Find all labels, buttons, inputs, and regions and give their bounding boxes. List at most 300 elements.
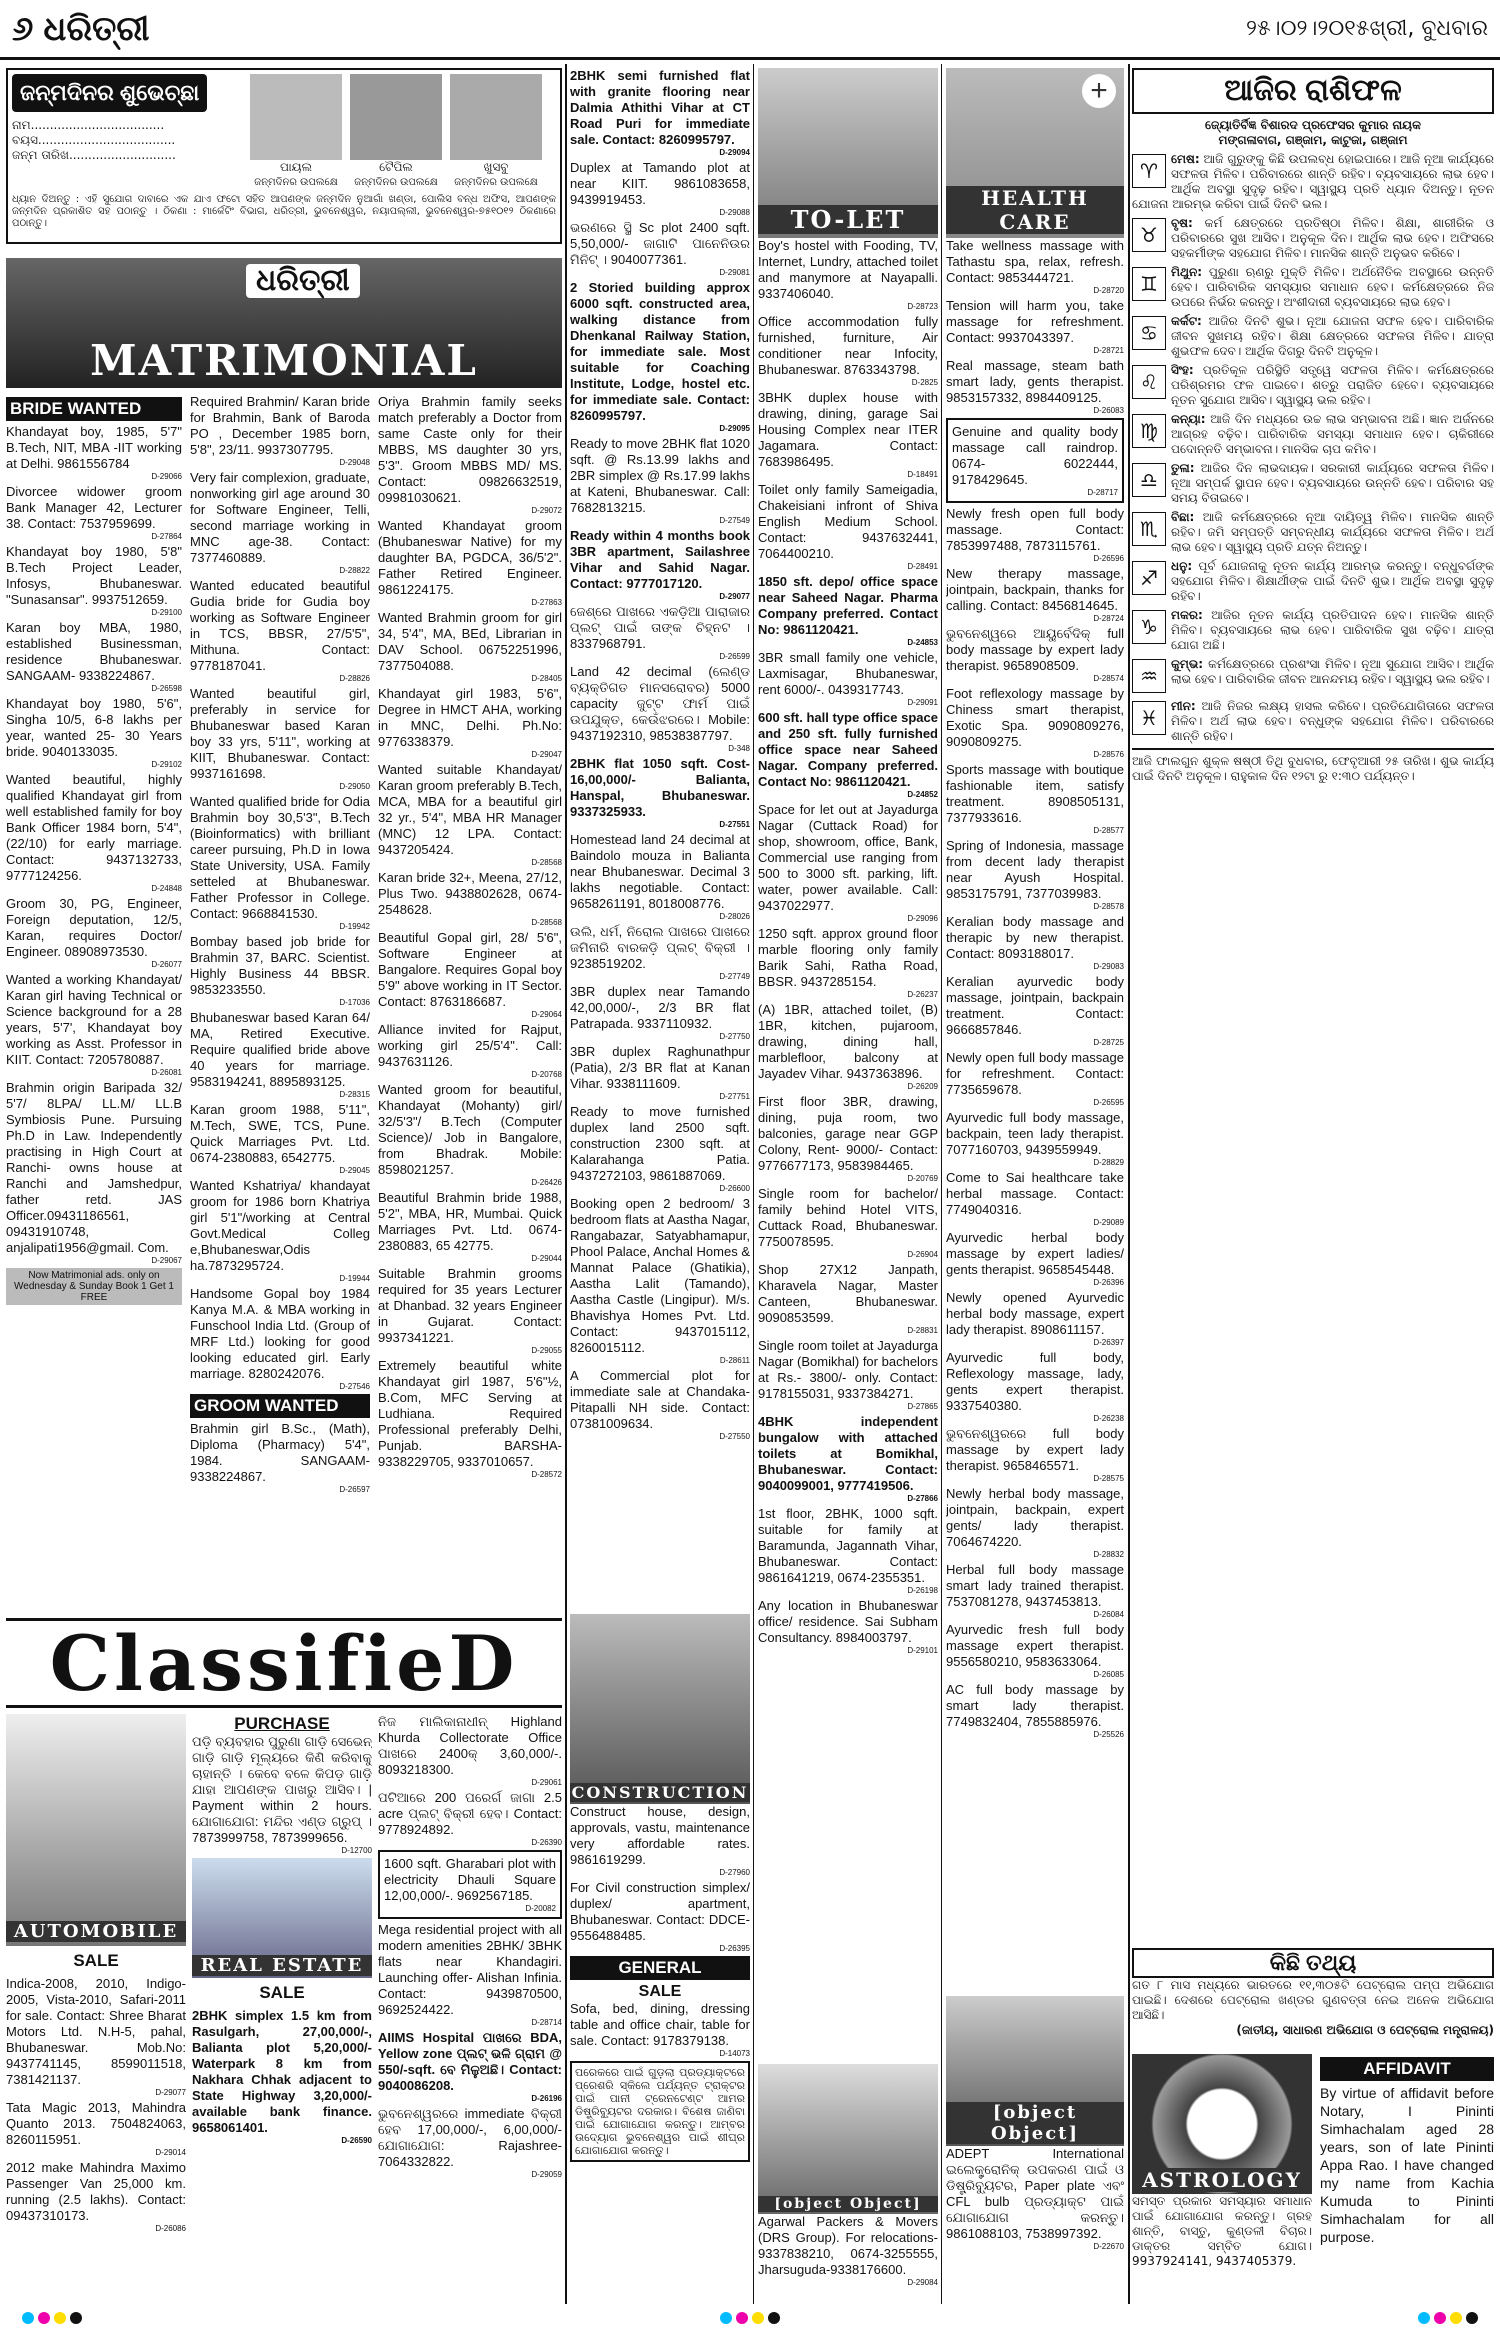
classified-ad bbox=[6, 620, 182, 693]
horoscope-sign bbox=[1132, 657, 1494, 695]
classified-ad bbox=[570, 1368, 750, 1441]
ad-text: First floor 3BR, drawing, dining, puja room, two balconies, garage near GGP Colony, Rent- 9000/- Contact: 9776677173, 9583984465. bbox=[758, 1094, 938, 1173]
matrimonial-col-2 bbox=[190, 394, 370, 1612]
ad-code: D-26237 bbox=[907, 990, 938, 999]
ad-code: D-28720 bbox=[1093, 286, 1124, 295]
ad-code: D-28568 bbox=[531, 918, 562, 927]
ad-code: D-20769 bbox=[907, 1174, 938, 1183]
classified-ad bbox=[758, 2214, 938, 2287]
ad-code: D-348 bbox=[728, 744, 750, 753]
ad-code: D-26426 bbox=[531, 1178, 562, 1187]
ad-text: Beautiful Brahmin bride 1988, 5'2", MBA, HR, Mumbai. Quick Marriages Pvt. Ltd. 0674-2380883, 65 42775. bbox=[378, 1190, 562, 1253]
classified-ad bbox=[378, 394, 562, 515]
classified-ad bbox=[378, 1850, 562, 1919]
ad-text: Agarwal Packers & Movers (DRS Group). For relocations- 9337838210, 0674-3255555, Jharsuguda-9338176600. bbox=[758, 2214, 938, 2277]
healthcare-col bbox=[946, 68, 1124, 1988]
classified-ad bbox=[570, 984, 750, 1041]
ad-text: Office accommodation fully furnished, furniture, Air conditioner near Infocity, Bhubaneswar. 8763343798. bbox=[758, 314, 938, 377]
ad-code: D-29048 bbox=[339, 458, 370, 467]
realestate-banner-text: REAL ESTATE bbox=[192, 1955, 372, 1976]
classified-ad bbox=[946, 762, 1124, 835]
ad-code: D-26081 bbox=[151, 1068, 182, 1077]
ad-text: Keralian body massage and therapic by new therapist. Contact: 8093188017. bbox=[946, 914, 1124, 961]
sign-name: ମେଷ: bbox=[1171, 152, 1200, 166]
affidavit-section bbox=[1320, 2054, 1494, 2300]
ad-code: D-29061 bbox=[531, 1778, 562, 1787]
classified-ad bbox=[946, 298, 1124, 355]
zodiac-icon: ♑ bbox=[1132, 610, 1166, 644]
ad-code: D-26395 bbox=[719, 1944, 750, 1953]
ad-code: D-28829 bbox=[1093, 1158, 1124, 1167]
classified-auto-col bbox=[6, 1714, 186, 2304]
classified-ad bbox=[570, 220, 750, 277]
sign-text: ଆଜି ଗୁରୁଙ୍କୁ କିଛି ଉପଲବ୍ଧ ହୋଇପାରେ। ଆଜି ନୂଆ କାର୍ଯ୍ୟରେ ସଫଳତା ମିଳିବ। ପରିବାରରେ ଶାନ୍ତି ରହିବ। ବ୍ୟବସାୟରେ ଲାଭ ହେବ। ଆର୍ଥିକ ଅବସ୍ଥା ସୁଦୃଢ଼ ରହିବ। ସ୍ୱାସ୍ଥ୍ୟ ପ୍ରତି ଧ୍ୟାନ ଦିଅନ୍ତୁ। ନୂତନ ଯୋଜନା ଆରମ୍ଭ କରିବା ପାଇଁ ଦିନଟି ଭଲ। bbox=[1132, 152, 1494, 211]
classified-ad bbox=[6, 896, 182, 969]
classified-ad bbox=[758, 1506, 938, 1595]
ad-code: D-27960 bbox=[719, 1868, 750, 1877]
sign-name: ମୀନ: bbox=[1171, 699, 1196, 713]
page-header bbox=[0, 0, 1500, 60]
ad-code: D-28405 bbox=[531, 674, 562, 683]
photo-subcaption: ଜନ୍ମଦିନର ଉପଲକ୍ଷେ bbox=[254, 177, 338, 188]
ad-text: Spring of Indonesia, massage from decent lady therapist near Ayush Hospital. 9853175791, 7377039983. bbox=[946, 838, 1124, 901]
ad-text: Khandayat boy 1980, 5'6", Singha 10/5, 6-8 lakhs per year, wanted 25- 30 Years bride. 9040133035. bbox=[6, 696, 182, 759]
classified-ad bbox=[946, 626, 1124, 683]
horoscope-sign bbox=[1132, 216, 1494, 261]
ad-code: D-26597 bbox=[339, 1485, 370, 1494]
zodiac-icon: ♌ bbox=[1132, 365, 1166, 399]
classified-ad bbox=[190, 934, 370, 1007]
ad-code: D-26238 bbox=[1093, 1414, 1124, 1423]
ad-code: D-26595 bbox=[1093, 1098, 1124, 1107]
horoscope-sign bbox=[1132, 412, 1494, 457]
ad-code: D-28568 bbox=[531, 858, 562, 867]
ad-text: Bhubaneswar based Karan 64/ MA, Retired Executive. Require qualified bride above 40 years for marriage. 9583194241, 8895893125. bbox=[190, 1010, 370, 1089]
ad-code: D-29077 bbox=[719, 592, 750, 601]
sign-name: ତୁଳା: bbox=[1171, 461, 1195, 475]
horoscope-sign bbox=[1132, 559, 1494, 604]
ad-text: 1250 sqft. approx ground floor marble flooring only family Barik Sahi, Ratha Road, BBSR. 9437285154. bbox=[758, 926, 938, 989]
ad-text: Single room toilet at Jayadurga Nagar (Bomikhal) for bachelors at Rs.- 3800/- only. Contact: 9178155031, 9337384271. bbox=[758, 1338, 938, 1401]
business-col bbox=[946, 1996, 1124, 2304]
ad-text: Mega residential project with all modern amenities 2BHK/ 3BHK flats near Khandagiri. Launching offer- Alishan Infinia. Contact: 9439870500, 9692524422. bbox=[378, 1922, 562, 2017]
classified-ad bbox=[190, 1286, 370, 1391]
ad-code: D-29047 bbox=[531, 750, 562, 759]
zodiac-icon: ♍ bbox=[1132, 414, 1166, 448]
ad-text: Construct house, design, approvals, vastu, maintenance very affordable rates. 9861619299. bbox=[570, 1804, 750, 1867]
horoscope-sign bbox=[1132, 363, 1494, 408]
packers-col bbox=[758, 2064, 938, 2304]
classified-ad bbox=[946, 1110, 1124, 1167]
ad-text: Wanted suitable Khandayat/ Karan groom preferably B.Tech, MCA, MBA for a beautiful girl 32 yr., 5'4", MBA HR Manager (MNC) 12 LPA. Contact: 9437205424. bbox=[378, 762, 562, 857]
classified-ad bbox=[758, 1186, 938, 1259]
sign-name: କନ୍ୟା: bbox=[1171, 412, 1206, 426]
classified-ad bbox=[190, 1178, 370, 1283]
ad-code: D-28832 bbox=[1093, 1550, 1124, 1559]
ad-text: Sports massage with boutique fashionable item, satisfy treatment. 8908505131, 7377933616. bbox=[946, 762, 1124, 825]
matrimonial-col-3 bbox=[378, 394, 562, 1612]
ad-code: D-2825 bbox=[911, 378, 938, 387]
ad-code: D-28724 bbox=[1093, 614, 1124, 623]
banner-text: MATRIMONIAL bbox=[90, 336, 478, 385]
construction-banner bbox=[570, 1614, 750, 1804]
ad-text: Ayurvedic full body, Reflexology massage, lady, gents expert therapist. 9337540380. bbox=[946, 1350, 1124, 1413]
construction-col bbox=[570, 1614, 750, 2304]
ad-text: Any location in Bhubaneswar office/ residence. Sai Subham Consultancy. 8984003797. bbox=[758, 1598, 938, 1645]
ad-text: ପଟିଆରେ 200 ପରେର୍ଗ ଜାଗା 2.5 acre ପ୍ଲଟ୍ ବିକ୍ରୀ ହେବ। Contact: 9778924892. bbox=[378, 1790, 562, 1837]
sign-text: କର୍ମକ୍ଷେତ୍ରରେ ପ୍ରଶଂସା ମିଳିବ। ନୂଆ ସୁଯୋଗ ଆସିବ। ଆର୍ଥିକ ଲାଭ ହେବ। ପାରିବାରିକ ଜୀବନ ଆନନ୍ଦମୟ ରହିବ। ସ୍ୱାସ୍ଥ୍ୟ ଭଲ ରହିବ। bbox=[1171, 657, 1494, 686]
birthday-field-age: ବୟସ.................................... bbox=[12, 133, 176, 147]
classified-title: ClassifieD bbox=[49, 1619, 519, 1708]
horoscope-author-place: ମଙ୍ଗଳାବାଗ, ଗଞ୍ଜାମ, କାଟୁଜା, ଗଞ୍ଜାମ bbox=[1218, 133, 1408, 147]
tolet-banner-text: TO-LET bbox=[758, 205, 938, 234]
page-footer bbox=[0, 2305, 1500, 2333]
classified-ad bbox=[378, 1358, 562, 1479]
classified-ad bbox=[946, 914, 1124, 971]
ad-code: D-29094 bbox=[719, 148, 750, 157]
classified-ad bbox=[190, 578, 370, 683]
classified-ad bbox=[758, 1338, 938, 1411]
ad-text: Keralian ayurvedic body massage, jointpain, backpain treatment. Contact: 9666857846. bbox=[946, 974, 1124, 1037]
column-rule bbox=[1128, 64, 1130, 2304]
facts-section bbox=[1132, 1948, 1494, 2048]
general-header: GENERAL bbox=[570, 1956, 750, 1980]
general-sale-header: SALE bbox=[638, 1983, 682, 2000]
classified-ad bbox=[570, 1880, 750, 1953]
ad-text: Khandayat girl 1983, 5'6", Degree in HMCT AHA, working in MNC, Delhi. Ph.No: 9776338379. bbox=[378, 686, 562, 749]
classified-ad bbox=[378, 930, 562, 1019]
ad-text: 3BR small family one vehicle, Laxmisagar, Bhubaneswar, rent 6000/-. 0439317743. bbox=[758, 650, 938, 697]
classified-ad bbox=[378, 1922, 562, 2027]
ad-text: A Commercial plot for immediate sale at Chandaka- Pitapalli NH side. Contact: 07381009634. bbox=[570, 1368, 750, 1431]
classified-ad bbox=[946, 1290, 1124, 1347]
ad-code: D-26904 bbox=[907, 1250, 938, 1259]
child-photo bbox=[450, 74, 542, 160]
ad-text: Tension will harm you, take massage for refreshment. Contact: 9937043397. bbox=[946, 298, 1124, 345]
ad-code: D-28831 bbox=[907, 1326, 938, 1335]
matrimonial-banner bbox=[6, 258, 562, 388]
ad-code: D-26083 bbox=[1093, 406, 1124, 415]
ad-text: Oriya Brahmin family seeks match preferably a Doctor from same Caste only for their MBBS, MS daughter 30 yrs, 5'3". Groom MBBS MD/ MS. Contact: 09826632519, 09981030621. bbox=[378, 394, 562, 505]
ad-text: 3BR duplex Raghunathpur (Patia), 2/3 BR flat at Kanan Vihar. 9338111609. bbox=[570, 1044, 750, 1091]
horoscope-sign bbox=[1132, 608, 1494, 653]
color-registration-marks bbox=[718, 2312, 782, 2327]
ad-text: Space for let out at Jayadurga Nagar (Cuttack Road) for shop, showroom, office, Bank, Commercial use ranging from 500 to 3000 sft. parking, lift. water, power available. Call: 9437022977. bbox=[758, 802, 938, 913]
ad-text: Wanted groom for beautiful, Khandayat (Mohanty) girl/ 32/5'3"/ B.Tech (Computer Science)/ Job in Bangalore, from Bhadrak. Mobile: 8598021257. bbox=[378, 1082, 562, 1177]
ad-code: D-27865 bbox=[907, 1402, 938, 1411]
ad-text: 3BR duplex near Tamando 42,00,000/-, 2/3 BR flat Patrapada. 9337110932. bbox=[570, 984, 750, 1031]
column-rule bbox=[753, 64, 754, 2304]
plus-icon: + bbox=[1082, 74, 1116, 108]
classified-ad bbox=[758, 1598, 938, 1655]
ad-code: D-26596 bbox=[1093, 554, 1124, 563]
re-sale-header: SALE bbox=[192, 1981, 372, 2005]
ad-code: D-26396 bbox=[1093, 1278, 1124, 1287]
sign-name: କୁମ୍ଭ: bbox=[1171, 657, 1204, 671]
child-photo bbox=[350, 74, 442, 160]
classified-purchase-col bbox=[192, 1714, 372, 2304]
sign-text: ଆଜି କର୍ମକ୍ଷେତ୍ରରେ ନୂଆ ଦାୟିତ୍ୱ ମିଳିବ। ମାନସିକ ଶାନ୍ତି ରହିବ। ଜମି ସମ୍ପତ୍ତି ସମ୍ବନ୍ଧୀୟ କାର୍ଯ୍ୟରେ ସଫଳତା ମିଳିବ। ଅର୍ଥ ଲାଭ ହେବ। ସ୍ୱାସ୍ଥ୍ୟ ପ୍ରତି ଯତ୍ନ ନିଅନ୍ତୁ। bbox=[1171, 510, 1494, 554]
classified-ad bbox=[6, 2160, 186, 2233]
business-banner bbox=[946, 1996, 1124, 2146]
ad-text: Newly fresh open full body massage. Contact: 7853997488, 7873115761. bbox=[946, 506, 1124, 553]
classified-ad bbox=[570, 604, 750, 661]
classified-ad bbox=[758, 1002, 938, 1091]
sign-name: ମକର: bbox=[1171, 608, 1203, 622]
business-banner-text: [object Object] bbox=[946, 2102, 1124, 2144]
sign-text: ପୁରୁଣା ଋଣରୁ ମୁକ୍ତି ମିଳିବ। ଅର୍ଥନୈତିକ ଅବସ୍ଥାରେ ଉନ୍ନତି ହେବ। ପାରିବାରିକ ସମସ୍ୟାର ସମାଧାନ ହେବ। କର୍ମକ୍ଷେତ୍ରରେ ନିଜ ଉପରେ ନିର୍ଭର କରନ୍ତୁ। ଅଂଶୀଦାରୀ ବ୍ୟବସାୟରେ ଲାଭ ହେବ। bbox=[1171, 265, 1494, 309]
classified-ad bbox=[378, 1266, 562, 1355]
ad-text: Very fair complexion, graduate, nonworking girl age around 30 for Software Engineer, Telli, second marriage working in MNC age-38. Contact: 7377460889. bbox=[190, 470, 370, 565]
sign-name: ମିଥୁନ: bbox=[1171, 265, 1203, 279]
ad-text: Ready within 4 months book 3BR apartment, Sailashree Vihar and Sahid Nagar. Contact: 9777017120. bbox=[570, 528, 750, 591]
classified-ad bbox=[190, 794, 370, 931]
ad-code: D-28575 bbox=[1093, 1474, 1124, 1483]
ad-code: D-28577 bbox=[1093, 826, 1124, 835]
classified-ad bbox=[570, 1104, 750, 1193]
sign-text: କର୍ମ କ୍ଷେତ୍ରରେ ପ୍ରତିଷ୍ଠା ମିଳିବ। ଶିକ୍ଷା, ଶାରୀରିକ ଓ ପରିବାରରେ ସୁଖ ଆସିବ। ଅନୁକୂଳ ଦିନ। ଆର୍ଥିକ ଲାଭ ହେବ। ଅଫିସରେ ସହକର୍ମୀଙ୍କ ସହଯୋଗ ମିଳିବ। ମାନସିକ ଶାନ୍ତି ଅନୁଭବ କରିବେ। bbox=[1171, 216, 1494, 260]
classified-ad bbox=[570, 1196, 750, 1365]
ad-text: Wanted Brahmin groom for girl 34, 5'4", MA, BEd, Librarian in DAV School. 06752251996, 7377504088. bbox=[378, 610, 562, 673]
ad-code: D-26077 bbox=[151, 960, 182, 969]
ad-text: ନିଜ ମାଲିକାନାଧୀନ୍ Highland Khurda Collectorate Office ପାଖରେ 2400କ୍ 3,60,000/-. 8093218300. bbox=[378, 1714, 562, 1777]
affidavit-text: By virtue of affidavit before Notary, I Pininti Simhachalam aged 28 years, son of late Pininti Appa Rao. I have changed my name from Kachia Kumuda to Pininti Simhachalam for all purpose. bbox=[1320, 2085, 1494, 2245]
classified-ad bbox=[946, 506, 1124, 563]
classified-ad bbox=[570, 68, 750, 157]
classified-ad bbox=[570, 160, 750, 217]
birthday-note: ଧ୍ୟାନ ଦିଅନ୍ତୁ : ଏହି ସୁଯୋଗ ଦାବାରେ ଏକ ଯାଏ ଫଟୋ ସହିତ ଆପଣଙ୍କ ଜନ୍ମଦିନ ନୁଆଗାଁ ଖଣ୍ଡା, ପୋଲିସ ବନ୍ଧ ଅଫିସ, ଆପଣଙ୍କ ଜନ୍ମଦିନ ପ୍ରକାଶିତ ସହ ପଠାନ୍ତୁ । ଠିକଣା : ମାର୍କେଟିଂ ବିଭାଗ, ଧରିତ୍ରୀ, ଭୁବନେଶ୍ୱର, ନୟାପଲ୍ଲୀ, ଭୁବନେଶ୍ୱର-୭୫୧୦୧୨ ଠିକଣାରେ ପଠାନ୍ତୁ। bbox=[12, 194, 556, 229]
ad-text: Wanted beautiful, highly qualified Khandayat girl from well established family for boy Bank Officer 1984 born, 5'4", (22/10) for early marriage. Contact: 9437132733, 9777124256. bbox=[6, 772, 182, 883]
ad-code: D-27550 bbox=[719, 1432, 750, 1441]
classified-ad bbox=[946, 2146, 1124, 2251]
ad-code: D-17036 bbox=[339, 998, 370, 1007]
classified-ad bbox=[190, 394, 370, 467]
ad-code: D-29091 bbox=[907, 698, 938, 707]
classified-ad bbox=[378, 1190, 562, 1263]
ad-code: D-26390 bbox=[531, 1838, 562, 1847]
column-rule bbox=[941, 64, 942, 2304]
birthday-field-dob: ଜନ୍ମ ତାରିଖ............................ bbox=[12, 148, 176, 162]
ad-code: D-29067 bbox=[151, 1256, 182, 1265]
zodiac-icon: ♒ bbox=[1132, 659, 1166, 693]
ad-text: Suitable Brahmin grooms required for 35 years Lecturer at Dhanbad. 32 years Engineer in Gujarat. Contact: 9937341221. bbox=[378, 1266, 562, 1345]
classified-ad bbox=[570, 924, 750, 981]
classified-ad bbox=[946, 838, 1124, 911]
classified-ad bbox=[758, 238, 938, 311]
ad-text: Divorcee widower groom Bank Manager 42, Lecturer 38. Contact: 7537959699. bbox=[6, 484, 182, 531]
classified-ad bbox=[946, 1230, 1124, 1287]
banner-masthead: ଧରିତ୍ରୀ bbox=[246, 264, 360, 298]
ad-text: (A) 1BR, attached toilet, (B) 1BR, kitchen, pujaroom, drawing, dining hall, marblefloor, balcony at Jayadev Vihar. 9437363896. bbox=[758, 1002, 938, 1081]
ad-text: 2BHK flat 1050 sqft. Cost- 16,00,000/- Balianta, Hanspal, Bhubaneswar. 9337325933. bbox=[570, 756, 750, 819]
classified-ad bbox=[758, 482, 938, 571]
ad-text: ପଡ଼ି ବ୍ୟବହାର ପୁରୁଣା ଗାଡ଼ି ସେଭେନ୍ ଗାଡ଼ି ଗାଡ଼ି ମୂଲ୍ୟରେ କିଣି କରିବାକୁ ଚାହାନ୍ତି । କେବେ ବଳେ କିପଡ଼ ଗାଡ଼ି ଯାହା ଆପଣଙ୍କ ପାଖରୁ ଆସିବ। | Payment within 2 hours. ଯୋଗାଯୋଗ: ମନ୍ଦିର ଏଣ୍ଡ ଗ୍ରୁପ୍ । 7873999758, 7873999656. bbox=[192, 1734, 372, 1845]
ad-text: ଭରଣରେ ସ୍ଥି Sc plot 2400 sqft. 5,50,000/- ଜାଗାଟି ପାନେନିଉର ମିନିଟ୍ । 9040077361. bbox=[570, 220, 750, 267]
astrology-section bbox=[1132, 2054, 1312, 2300]
zodiac-icon: ♉ bbox=[1132, 218, 1166, 252]
automobile-banner bbox=[6, 1714, 186, 1946]
color-registration-marks bbox=[1416, 2312, 1480, 2327]
ad-code: D-29084 bbox=[907, 2278, 938, 2287]
classified-ad bbox=[378, 870, 562, 927]
ad-code: D-28574 bbox=[1093, 674, 1124, 683]
ad-text: Wanted qualified bride for Odia Brahmin boy 30,5'3", B.Tech (Bioinformatics) with brilliant career pursuing, Ph.D in Iowa State University, USA. Family setteled at Bhubaneswar. Father Professor in College. Contact: 9668841530. bbox=[190, 794, 370, 921]
classified-ad bbox=[570, 756, 750, 829]
ad-text: Come to Sai healthcare take herbal massage. Contact: 7749040316. bbox=[946, 1170, 1124, 1217]
astrology-banner bbox=[1132, 2054, 1312, 2194]
classified-ad bbox=[6, 1080, 182, 1265]
purchase-header: PURCHASE bbox=[234, 1714, 330, 1733]
ad-text: Newly herbal body massage, jointpain, backpain, expert gents/ lady therapist. 7064674220. bbox=[946, 1486, 1124, 1549]
facts-source: (ଜାତୀୟ, ସାଧାରଣ ଅଭିଯୋଗ ଓ ପେଟ୍ରୋଲ ମନ୍ତ୍ରାଳୟ) bbox=[1236, 2023, 1494, 2037]
classified-ad bbox=[190, 1421, 370, 1494]
horoscope-sign bbox=[1132, 265, 1494, 310]
ad-text: Newly opened Ayurvedic herbal body massage, expert lady therapist. 8908611157. bbox=[946, 1290, 1124, 1337]
ad-code: D-26198 bbox=[907, 1586, 938, 1595]
classified-ad bbox=[570, 664, 750, 753]
classified-ad bbox=[758, 710, 938, 799]
ad-code: D-29081 bbox=[719, 268, 750, 277]
ad-code: D-26085 bbox=[1093, 1670, 1124, 1679]
ad-text: Herbal full body massage smart lady trained therapist. 7537081278, 9437453813. bbox=[946, 1562, 1124, 1609]
ad-text: Ready to move 2BHK flat 1020 sqft. @ Rs.13.99 lakhs and 2BR simplex @ Rs.17.99 lakhs at Kateni, Bhubaneswar. Call: 7682813215. bbox=[570, 436, 750, 515]
ad-code: D-28826 bbox=[339, 674, 370, 683]
ad-text: Ayurvedic full body massage, backpain, teen lady therapist. 7077160703, 9439559949. bbox=[946, 1110, 1124, 1157]
ad-code: D-29102 bbox=[151, 760, 182, 769]
ad-text: Shop 27X12 Janpath, Kharavela Nagar, Master Canteen, Bhubaneswar. 9090853599. bbox=[758, 1262, 938, 1325]
general-odia-ad: ପରେକରେ ପାଇଁ ଗୁଡ଼ଲା ପ୍ରଡ୍ୟାକ୍ଟରେ ପ୍ରେଶରି ସ୍କିଲେ ପର୍ଯ୍ୟନ୍ତ ଟ୍ରାକ୍ଟର ପାଇଁ ପାନୀ ଟ୍ରେନଟେଣ୍ଟ ଆମର ଡିଷ୍ଟ୍ରିବ୍ୟୁଟର ଦରକାର। ବିଶେଷ ଜାଣିବା ପାଇଁ ଯୋଗାଯୋଗ କରନ୍ତୁ। ଆମ୍ବର ଉଦ୍ୟୋଗ ଭୁବନେଶ୍ୱର ପାଇଁ ଶୀଘ୍ର ଯୋଗାଯୋଗ କରନ୍ତୁ। bbox=[570, 2061, 750, 2162]
ad-text: Boy's hostel with Fooding, TV, Internet, Lundry, attached toilet and manymore at Nayapalli. 9337406040. bbox=[758, 238, 938, 301]
classified-ad bbox=[378, 2030, 562, 2103]
zodiac-icon: ♎ bbox=[1132, 463, 1166, 497]
classified-ad bbox=[6, 2100, 186, 2157]
classified-ad bbox=[570, 1044, 750, 1101]
ad-code: D-28822 bbox=[339, 566, 370, 575]
ad-text: Ayurvedic fresh full body massage expert therapist. 9556580210, 9583633064. bbox=[946, 1622, 1124, 1669]
ad-text: Toilet only family Sameigadia, Chakeisiani infront of Shiva English Medium School. Contact: 9437632441, 7064400210. bbox=[758, 482, 938, 561]
classified-ad bbox=[6, 972, 182, 1077]
ad-code: D-29083 bbox=[1093, 962, 1124, 971]
photo-subcaption: ଜନ୍ମଦିନର ଉପଲକ୍ଷେ bbox=[354, 177, 438, 188]
birthday-title: ଜନ୍ମଦିନର ଶୁଭେଚ୍ଛା bbox=[12, 74, 207, 112]
classified-ad bbox=[758, 650, 938, 707]
ad-code: D-27750 bbox=[719, 1032, 750, 1041]
ad-text: ଜେଶ୍ରେ ପାଖରେ ଏକଡ଼ିଆ ପାରାଜାର ପ୍ଲଟ୍ ପାଇଁ ତାଙ୍କ ଚିହ୍ନଟ । 8337968791. bbox=[570, 604, 750, 651]
classified-ad bbox=[758, 802, 938, 923]
classified-ad bbox=[946, 418, 1124, 503]
sign-text: ଆଜିର ନୂତନ କାର୍ଯ୍ୟ ପ୍ରତିପାଦନ ହେବ। ମାନସିକ ଶାନ୍ତି ମିଳିବ। ବ୍ୟବସାୟରେ ଲାଭ ହେବ। ପାରିବାରିକ ସୁଖ ବଢ଼ିବ। ଯାତ୍ରା ଯୋଗ ଅଛି। bbox=[1171, 608, 1494, 652]
zodiac-icon: ♊ bbox=[1132, 267, 1166, 301]
ad-code: D-29100 bbox=[151, 608, 182, 617]
classified-ad bbox=[190, 1010, 370, 1099]
ad-text: Wanted beautiful girl, preferably in service for Bhubaneswar based Karan boy 33 yrs, 5'11", working at KIIT, Bhubaneswar. Contact: 9937161698. bbox=[190, 686, 370, 781]
bride-wanted-header: BRIDE WANTED bbox=[6, 397, 182, 421]
ad-code: D-24848 bbox=[151, 884, 182, 893]
ad-text: 1st floor, 2BHK, 1000 sqft. suitable for family at Baramunda, Jagannath Vihar, Bhubaneswar. Contact: 9861641219, 0674-2355351. bbox=[758, 1506, 938, 1585]
classified-ad bbox=[378, 610, 562, 683]
ad-text: Khandayat boy, 1985, 5'7" B.Tech, NIT, MBA -IIT working at Delhi. 9861556784 bbox=[6, 424, 182, 471]
classified-ad bbox=[758, 1094, 938, 1183]
issue-date: ୨୫।୦୨।୨୦୧୫ଖ୍ରୀ, ବୁଧବାର bbox=[1246, 16, 1488, 41]
horoscope-sign bbox=[1132, 461, 1494, 506]
ad-text: Duplex at Tamando plot at near KIIT. 9861083658, 9439919453. bbox=[570, 160, 750, 207]
sign-text: ଆଜି ନିଜର ଲକ୍ଷ୍ୟ ହାସଲ କରିବେ। ପ୍ରତିଯୋଗିତାରେ ସଫଳତା ମିଳିବ। ଅର୍ଥ ଲାଭ ହେବ। ବନ୍ଧୁଙ୍କ ସହଯୋଗ ମିଳିବ। ପରିବାରରେ ଶାନ୍ତି ରହିବ। bbox=[1171, 699, 1494, 743]
groom-wanted-header: GROOM WANTED bbox=[190, 1394, 370, 1418]
ad-code: D-29014 bbox=[155, 2148, 186, 2157]
ad-text: Brahmin girl B.Sc., (Math), Diploma (Pharmacy) 5'4", 1984. SANGAAM- 9338224867. bbox=[190, 1421, 370, 1484]
classified-ad bbox=[946, 686, 1124, 759]
classified-ad bbox=[758, 926, 938, 999]
facts-title: କିଛି ତଥ୍ୟ bbox=[1132, 1948, 1494, 1978]
photo-subcaption: ଜନ୍ମଦିନର ଉପଲକ୍ଷେ bbox=[454, 177, 538, 188]
ad-code: D-25526 bbox=[1093, 1730, 1124, 1739]
classified-ad bbox=[378, 1022, 562, 1079]
healthcare-banner-text: HEALTH CARE bbox=[946, 186, 1124, 234]
ad-text: AIIMS Hospital ପାଖରେ BDA, Yellow zone ପ୍ଲଟ୍ ଭଳି ଗ୍ରାମ @ 550/-sqft. ବେ ମିଳୁଅଛି। Contact: 9040086208. bbox=[378, 2030, 562, 2093]
sign-name: ସିଂହ: bbox=[1171, 363, 1194, 377]
classified-ad bbox=[946, 1622, 1124, 1679]
ad-code: D-20768 bbox=[531, 1070, 562, 1079]
ad-text: Wanted educated beautiful Gudia bride for Gudia boy working as Software Engineer in TCS, BBSR, 27/5'5", Mithuna. Contact: 9778187041. bbox=[190, 578, 370, 673]
classified-ad bbox=[946, 1562, 1124, 1619]
ad-text: Karan boy MBA, 1980, established Businessman, residence Bhubaneswar. SANGAAM- 9338224867. bbox=[6, 620, 182, 683]
birthday-box bbox=[6, 68, 562, 244]
realestate-col bbox=[570, 68, 750, 1608]
photo-caption: ପାୟଲ bbox=[279, 160, 313, 174]
classified-ad bbox=[6, 484, 182, 541]
ad-text: 1850 sft. depo/ office space near Saheed Nagar. Pharma Company preferred. Contact No: 9861120421. bbox=[758, 574, 938, 637]
ad-text: Newly open full body massage for refreshment. Contact: 7735659678. bbox=[946, 1050, 1124, 1097]
classified-ad bbox=[946, 1350, 1124, 1423]
ad-text: Real massage, steam bath smart lady, gents therapist. 9853157332, 8984409125. bbox=[946, 358, 1124, 405]
ad-text: Homestead land 24 decimal at Baindolo mouza in Balianta near Bhubaneswar. Decimal 3 lakhs negotiable. Contact: 9658261191, 8018008776. bbox=[570, 832, 750, 911]
classified-ad bbox=[946, 1170, 1124, 1227]
ad-code: D-29095 bbox=[719, 424, 750, 433]
ad-code: D-29072 bbox=[531, 506, 562, 515]
ad-code: D-29064 bbox=[531, 1010, 562, 1019]
ad-code: D-28714 bbox=[531, 2018, 562, 2027]
ad-text: Tata Magic 2013, Mahindra Quanto 2013. 7504824063, 8260115951. bbox=[6, 2100, 186, 2147]
horoscope-sign bbox=[1132, 152, 1494, 212]
classified-banner bbox=[6, 1618, 562, 1708]
ad-code: D-29050 bbox=[339, 782, 370, 791]
ad-code: D-28721 bbox=[1093, 346, 1124, 355]
zodiac-icon: ♐ bbox=[1132, 561, 1166, 595]
ad-code: D-27864 bbox=[151, 532, 182, 541]
ad-text: Groom 30, PG, Engineer, Foreign deputation, 12/5, Karan, requires Doctor/ Engineer. 08908973530. bbox=[6, 896, 182, 959]
classified-ad bbox=[946, 1682, 1124, 1739]
ad-text: Karan groom 1988, 5'11", M.Tech, SWE, TCS, Pune. Quick Marriages Pvt. Ltd. 0674-2380883, 6542775. bbox=[190, 1102, 370, 1165]
ad-code: D-20082 bbox=[525, 1904, 556, 1913]
ad-text: New therapy massage, jointpain, backpain, thanks for calling. Contact: 8456814645. bbox=[946, 566, 1124, 613]
classified-ad bbox=[378, 1714, 562, 1787]
ad-code: D-27549 bbox=[719, 516, 750, 525]
ad-code: D-28723 bbox=[907, 302, 938, 311]
classified-ad bbox=[190, 686, 370, 791]
ad-code: D-18491 bbox=[907, 470, 938, 479]
sign-text: ପୂର୍ବ ଯୋଜନାକୁ ନୂତନ କାର୍ଯ୍ୟ ଆରମ୍ଭ କରନ୍ତୁ। ବନ୍ଧୁବର୍ଗଙ୍କ ସହଯୋଗ ମିଳିବ। ଶିକ୍ଷାର୍ଥୀଙ୍କ ପାଇଁ ଦିନଟି ଶୁଭ। ଆର୍ଥିକ ଅବସ୍ଥା ସୁଦୃଢ଼ ରହିବ। bbox=[1171, 559, 1494, 603]
ad-code: D-26598 bbox=[151, 684, 182, 693]
healthcare-banner bbox=[946, 68, 1124, 238]
ad-text: Ayurvedic herbal body massage by expert ladies/ gents therapist. 9658545448. bbox=[946, 1230, 1124, 1277]
horoscope-sign bbox=[1132, 699, 1494, 744]
ad-code: D-24852 bbox=[907, 790, 938, 799]
classified-ad bbox=[570, 2001, 750, 2058]
classified-ad bbox=[570, 280, 750, 433]
ad-text: Wanted Kshatriya/ khandayat groom for 1986 born Khatriya girl 5'1"/working at Central Govt.Medical Colleg e,Bhubaneswar,Odis ha.7873295724. bbox=[190, 1178, 370, 1273]
ad-code: D-29066 bbox=[151, 472, 182, 481]
ad-text: Extremely beautiful white Khandayat girl 1987, 5'6"½, B.Com, MFC Serving at Ludhiana. Required Professional preferably Delhi, Punjab. BARSHA- 9338229705, 9337010657. bbox=[378, 1358, 562, 1469]
